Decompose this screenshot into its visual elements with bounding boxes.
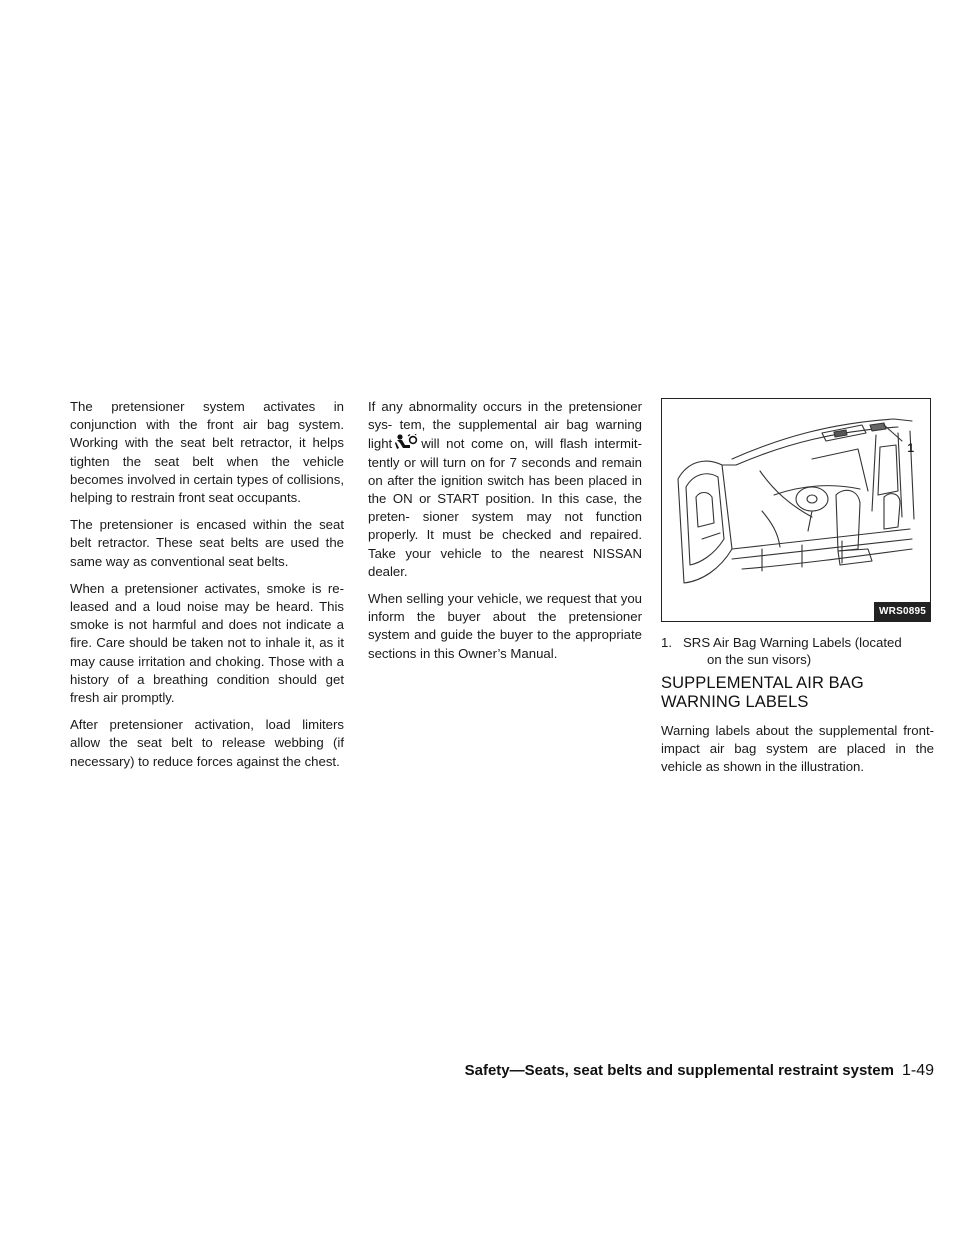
paragraph: The pretensioner is encased within the seat belt retractor. These seat belts are used the same way as conventional seat belts.: [70, 517, 344, 569]
car-door-open-drawing: [662, 399, 930, 621]
caption-line-1: [661, 634, 934, 651]
footer-section-title: Safety—Seats, seat belts and supplemental restraint system: [464, 1062, 894, 1079]
section-body: Warning labels about the supplemental front- impact air bag system are placed in the vehicle as shown in the illustration.: [661, 723, 934, 775]
page-number: 1-49: [901, 1062, 934, 1079]
left-column: [70, 398, 344, 780]
vehicle-interior-illustration: [661, 398, 931, 622]
section-heading: [661, 674, 934, 712]
heading-line-2: WARNING LABELS: [661, 693, 809, 711]
right-column: [661, 398, 934, 777]
page-footer: [465, 1062, 934, 1080]
middle-column: [368, 398, 642, 672]
paragraph: The pretensioner system activates in conjunction with the front air bag system. Working with the seat belt retractor, it helps tighten the seat belt when the vehicle becomes involved in certain types of collisions, helping to restrain front seat occupants.: [70, 399, 344, 506]
paragraph-selling: When selling your vehicle, we request that you inform the buyer about the pretensioner system and guide the buyer to the appropriate sections in this Owner’s Manual.: [368, 591, 642, 661]
paragraph-abnormality: [368, 398, 642, 581]
paragraph-text-before-icon: If any abnormality occurs in the pretensioner sys- tem, the supplemental air bag warning light: [368, 399, 642, 452]
heading-line-1: SUPPLEMENTAL AIR BAG: [661, 674, 864, 692]
paragraph-text-after-icon: will not come on, will flash intermit- tently or will turn on for 7 seconds and remain on after the ignition switch has been placed in the ON or START position. In this case, the preten- sioner system may not function properly. It must be checked and repaired. Take your vehicle to the nearest NISSAN dealer.: [368, 436, 642, 579]
figure-code: WRS0895: [874, 602, 930, 621]
caption-line-2: on the sun visors): [707, 652, 812, 667]
caption-text: SRS Air Bag Warning Labels (located: [683, 635, 902, 650]
airbag-warning-light-icon: [394, 434, 418, 450]
caption-number: 1.: [661, 635, 672, 650]
paragraph: After pretensioner activation, load limiters allow the seat belt to release webbing (if necessary) to reduce forces against the chest.: [70, 717, 344, 769]
figure-caption: [661, 634, 934, 668]
paragraph: When a pretensioner activates, smoke is re- leased and a loud noise may be heard. This smoke is not harmful and does not indicate a fire. Care should be taken not to inhale it, as it may cause irritation and choking. Those with a history of a breathing condition should get fresh air promptly.: [70, 580, 344, 706]
figure-callout-label: 1: [907, 441, 914, 455]
